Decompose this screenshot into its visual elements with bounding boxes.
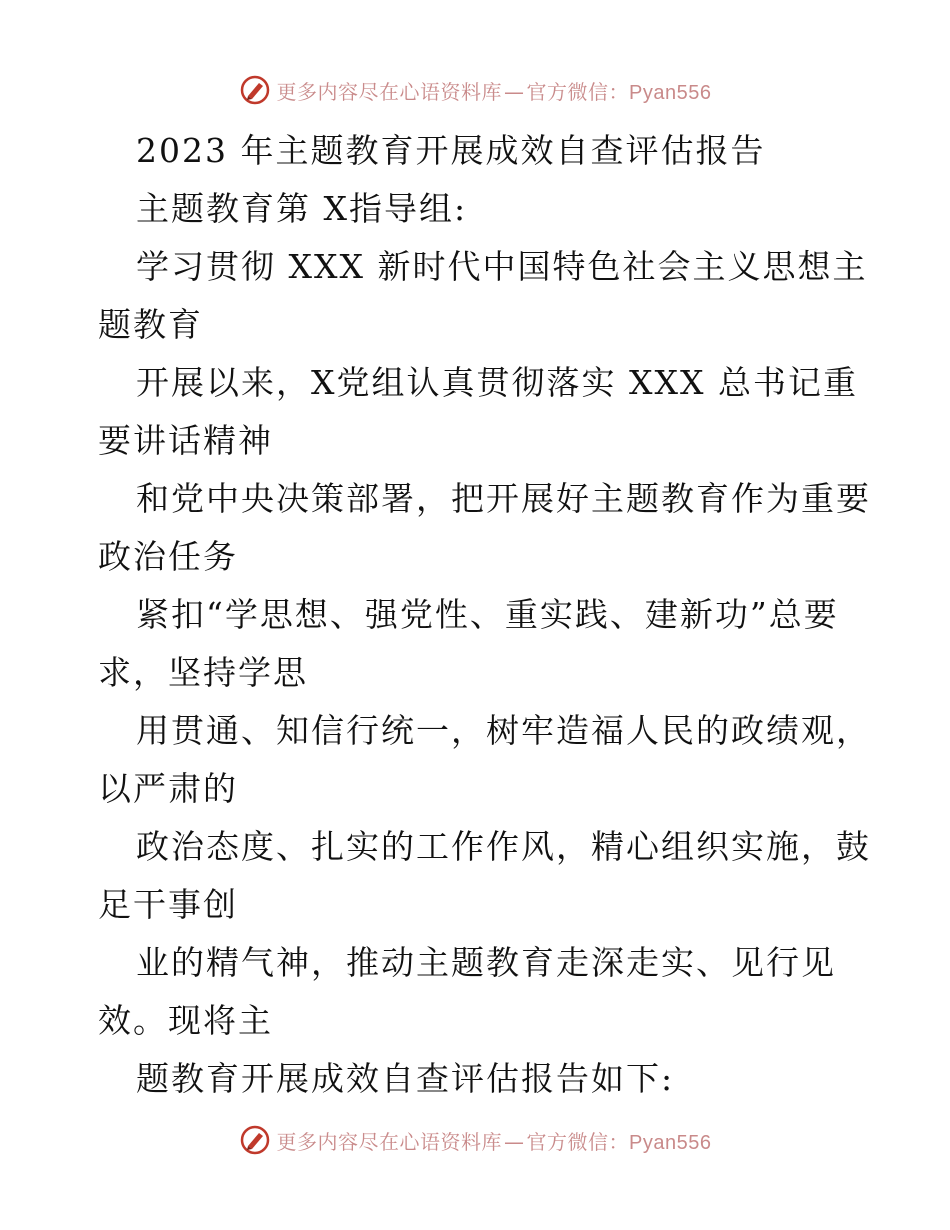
watermark-text [277, 1126, 712, 1155]
watermark-official-label: 官方微信： [526, 1129, 630, 1154]
pen-logo-icon [239, 74, 271, 106]
pen-logo-icon [239, 1124, 271, 1156]
watermark-site: 更多内容尽在心语资料库 [276, 1129, 503, 1154]
text-line: 以严肃的 [98, 769, 238, 808]
text-line: 和党中央决策部署，把开展好主题教育作为重要 [136, 479, 871, 518]
header-watermark [0, 70, 950, 110]
text-line: 政治态度、扎实的工作作风，精心组织实施，鼓 [136, 827, 871, 866]
text-line: 开展以来，X党组认真贯彻落实 XXX 总书记重 [136, 363, 858, 402]
document-body [98, 122, 871, 1108]
text-line: 求，坚持学思 [98, 653, 308, 692]
text-line: 效。现将主 [98, 1001, 273, 1040]
watermark-separator: — [504, 1129, 525, 1154]
text-line: 学习贯彻 XXX 新时代中国特色社会主义思想主 [136, 247, 868, 286]
text-line: 题教育开展成效自查评估报告如下: [136, 1059, 675, 1098]
watermark-id: Pyan556 [629, 1131, 712, 1154]
text-line: 要讲话精神 [98, 421, 273, 460]
text-line: 题教育 [98, 305, 203, 344]
text-line: 政治任务 [98, 537, 238, 576]
text-line: 足干事创 [98, 885, 238, 924]
text-line: 用贯通、知信行统一，树牢造福人民的政绩观， [136, 711, 871, 750]
text-line: 紧扣“学思想、强党性、重实践、建新功”总要 [136, 595, 839, 634]
watermark-separator: — [504, 79, 525, 104]
text-line: 2023 年主题教育开展成效自查评估报告 [136, 131, 766, 170]
watermark-text [277, 76, 712, 105]
watermark-id: Pyan556 [629, 81, 712, 104]
text-line: 主题教育第 X指导组: [136, 189, 468, 228]
footer-watermark [0, 1120, 950, 1160]
watermark-site: 更多内容尽在心语资料库 [276, 79, 503, 104]
watermark-official-label: 官方微信： [526, 79, 630, 104]
text-line: 业的精气神，推动主题教育走深走实、见行见 [136, 943, 836, 982]
